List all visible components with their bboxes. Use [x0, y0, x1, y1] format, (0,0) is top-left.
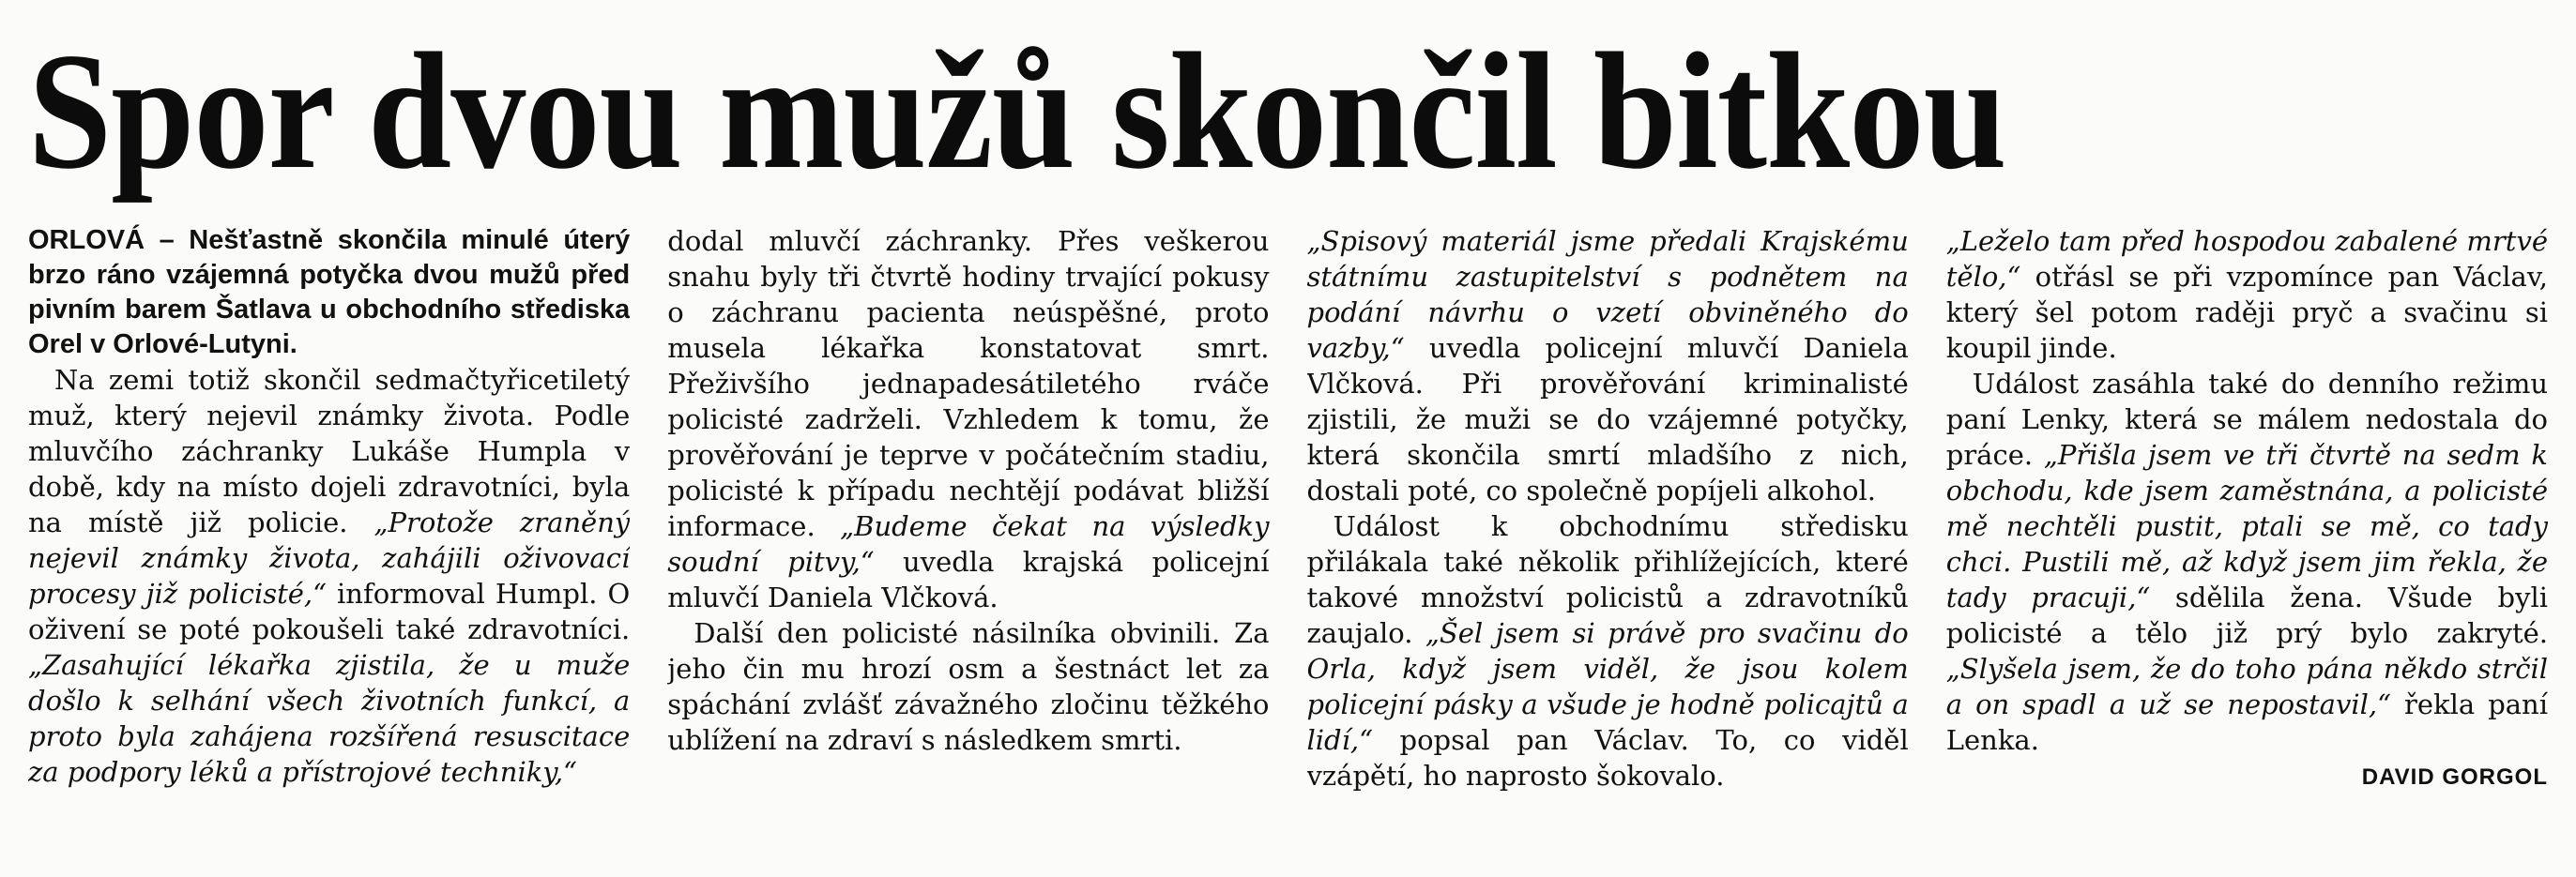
- text-run: dodal mluvčí záchranky. Přes veškerou snahu byly tři čtvrtě hodiny trvající pokusy o záchranu pacienta neúspěšné, proto musela lékařka konstatovat smrt. Přeživšího jednapadesátiletého rváče policisté zadrželi. Vzhledem k tomu, že prověřování je teprve v počátečním stadiu, policisté k případu nechtějí podávat bližší informace.: [667, 225, 1270, 542]
- quote: „Budeme čekat na výsledky soudní pitvy,“: [667, 510, 1270, 578]
- text-run: otřásl se při vzpomínce pan Václav, který šel potom raději pryč a svačinu si koupil jinde.: [1945, 261, 2548, 364]
- text-run: popsal pan Václav. To, co viděl vzápětí, ho naprosto šokovalo.: [1306, 724, 1909, 792]
- text-run: uvedla policejní mluvčí Daniela Vlčková. Při prověřování kriminalisté zjistili, že muži se do vzájemné potyčky, která skončila smrtí mladšího z nich, dostali poté, co společně popíjeli alkohol.: [1306, 332, 1909, 507]
- text-run: Na zemi totiž skončil sedmačtyřicetiletý muž, který nejevil známky života. Podle mluvčího záchranky Lukáše Humpla v době, kdy na místo dojeli zdravotníci, byla na místě již policie.: [28, 364, 631, 538]
- article-headline: Spor dvou mužů skončil bitkou: [28, 18, 2006, 204]
- paragraph-2-cont: [1307, 223, 1909, 508]
- article-lead: [28, 223, 630, 362]
- paragraph-4: [1946, 366, 2548, 758]
- quote: „Zasahující lékařka zjistila, že u muže došlo k selhání všech životních funkcí, a proto byla zahájena rozšířená resuscitace za podpory léků a přístrojové techniky,“: [28, 649, 631, 788]
- quote: „Šel jsem si právě pro svačinu do Orla, když jsem viděl, že jsou kolem policejní pásky a všude je hodně policajtů a lidí,“: [1306, 617, 1909, 756]
- article-column-4: [1946, 223, 2548, 870]
- article-column-1: [28, 223, 630, 870]
- quote: „Leželo tam před hospodou zabalené mrtvé tělo,“: [1945, 225, 2548, 293]
- article-body: [28, 223, 2548, 870]
- text-run: uvedla krajská policejní mluvčí Daniela Vlčková.: [667, 546, 1270, 613]
- author-byline: DAVID GORGOL: [2361, 764, 2548, 790]
- paragraph-1: [28, 362, 630, 790]
- article-column-3: [1307, 223, 1909, 870]
- article-column-2: [667, 223, 1269, 870]
- paragraph-1-cont: [667, 223, 1269, 615]
- text-run: sdělila žena. Všude byli policisté a tělo již prý bylo zakryté.: [1945, 582, 2548, 649]
- paragraph-3-cont: [1946, 223, 2548, 366]
- text-run: řekla paní Lenka.: [1945, 688, 2548, 756]
- quote: „Slyšela jsem, že do toho pána někdo strčil a on spadl a už se nepostavil,“: [1945, 653, 2548, 720]
- paragraph-2: [667, 615, 1269, 758]
- dateline: ORLOVÁ –: [28, 225, 175, 255]
- text-run: Událost zasáhla také do denního režimu paní Lenky, která se málem nedostala do práce.: [1945, 368, 2548, 471]
- lead-text: Nešťastně skončila minulé úterý brzo ráno vzájemná potyčka dvou mužů před pivním barem Šatlava u obchodního střediska Orel v Orlové-Lutyni.: [28, 225, 631, 359]
- text-run: informoval Humpl. O oživení se poté pokoušeli také zdravotníci.: [28, 578, 631, 645]
- paragraph-3: [1307, 508, 1909, 794]
- text-run: Událost k obchodnímu středisku přilákala také několik přihlížejících, které takové množství policistů a zdravotníků zaujalo.: [1306, 510, 1909, 649]
- quote: „Přišla jsem ve tři čtvrtě na sedm k obchodu, kde jsem zaměstnána, a policisté mě nechtěli pustit, ptali se mě, co tady chci. Pustili mě, až když jsem jim řekla, že tady pracuji,“: [1945, 439, 2548, 613]
- quote: „Spisový materiál jsme předali Krajskému státnímu zastupitelství s podnětem na podání návrhu o vzetí obviněného do vazby,“: [1306, 225, 1909, 364]
- text-run: Další den policisté násilníka obvinili. Za jeho čin mu hrozí osm a šestnáct let za spáchání zvlášť závažného zločinu těžkého ublížení na zdraví s následkem smrti.: [667, 617, 1270, 756]
- quote: „Protože zraněný nejevil známky života, zahájili oživovací procesy již policisté,“: [28, 507, 631, 610]
